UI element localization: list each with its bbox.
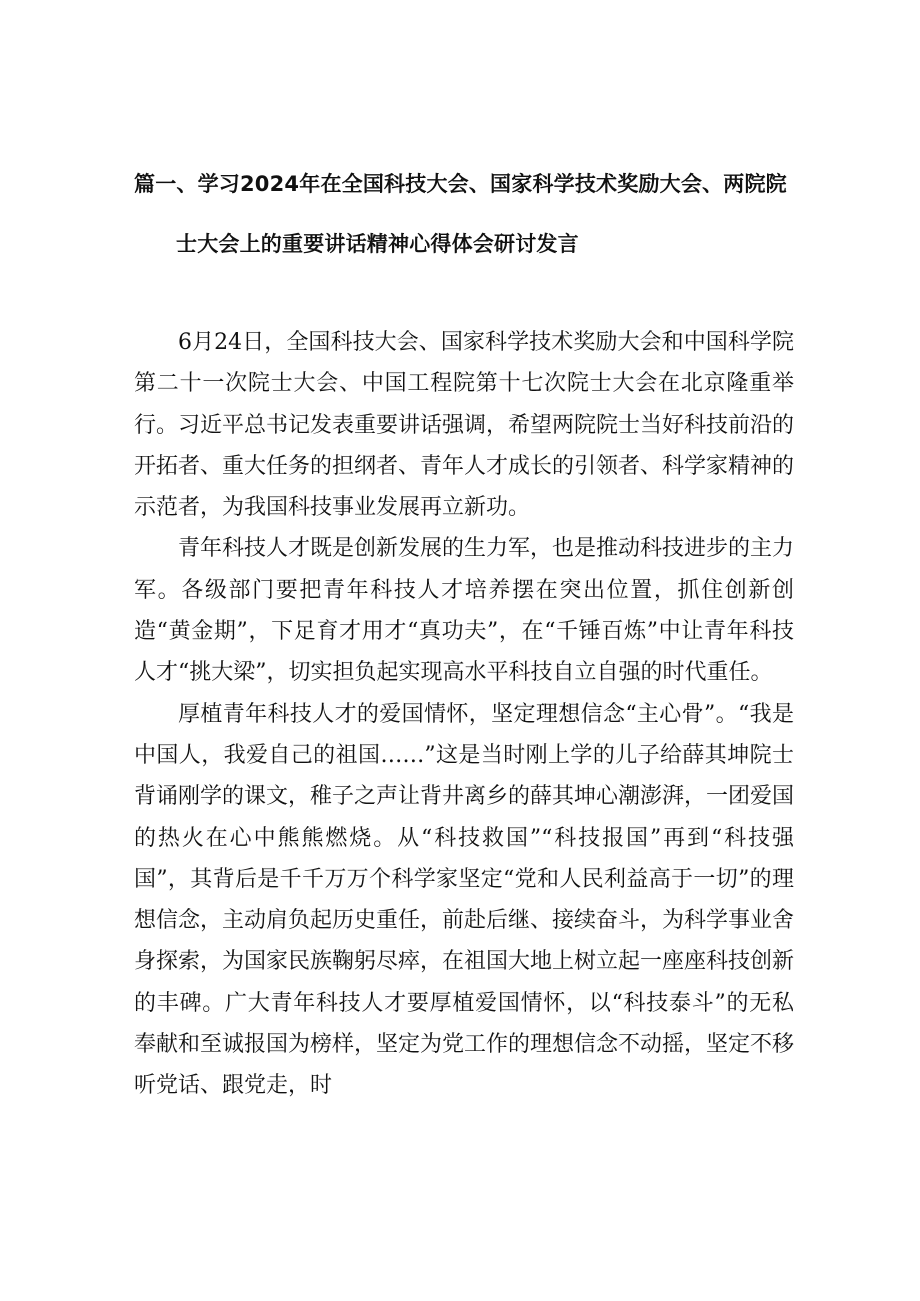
paragraph-3: 厚植青年科技人才的爱国情怀，坚定理想信念“主心骨”。“我是中国人，我爱自己的祖国……”这是当时刚上学的儿子给薛其坤院士背诵刚学的课文，稚子之声让背井离乡的薛其坤心潮澎湃，一团爱国的热火在心中熊熊燃烧。从“科技救国”“科技报国”再到“科技强国”，其背后是千千万万个科学家坚定“党和人民利益高于一切”的理想信念，主动肩负起历史重任，前赴后继、接续奋斗，为科学事业舍身探索，为国家民族鞠躬尽瘁，在祖国大地上树立起一座座科技创新的丰碑。广大青年科技人才要厚植爱国情怀，以“科技泰斗”的无私奉献和至诚报国为榜样，坚定为党工作的理想信念不动摇，坚定不移听党话、跟党走，时 <box>134 701 795 1099</box>
document-title-line-1: 篇一、学习2024年在全国科技大会、国家科学技术奖励大会、两院院 <box>134 172 787 196</box>
paragraph-1: 6月24日，全国科技大会、国家科学技术奖励大会和中国科学院第二十一次院士大会、中国工程院第十七次院士大会在北京隆重举行。习近平总书记发表重要讲话强调，希望两院院士当好科技前沿的开拓者、重大任务的担纲者、青年人才成长的引领者、科学家精神的示范者，为我国科技事业发展再立新功。 <box>134 330 795 521</box>
document-title-line-2: 士大会上的重要讲话精神心得体会研讨发言 <box>176 232 579 256</box>
paragraph-2: 青年科技人才既是创新发展的生力军，也是推动科技进步的主力军。各级部门要把青年科技人才培养摆在突出位置，抓住创新创造“黄金期”，下足育才用才“真功夫”，在“千锤百炼”中让青年科技人才“挑大梁”，切实担负起实现高水平科技自立自强的时代重任。 <box>134 536 795 686</box>
document-body <box>134 322 794 1107</box>
